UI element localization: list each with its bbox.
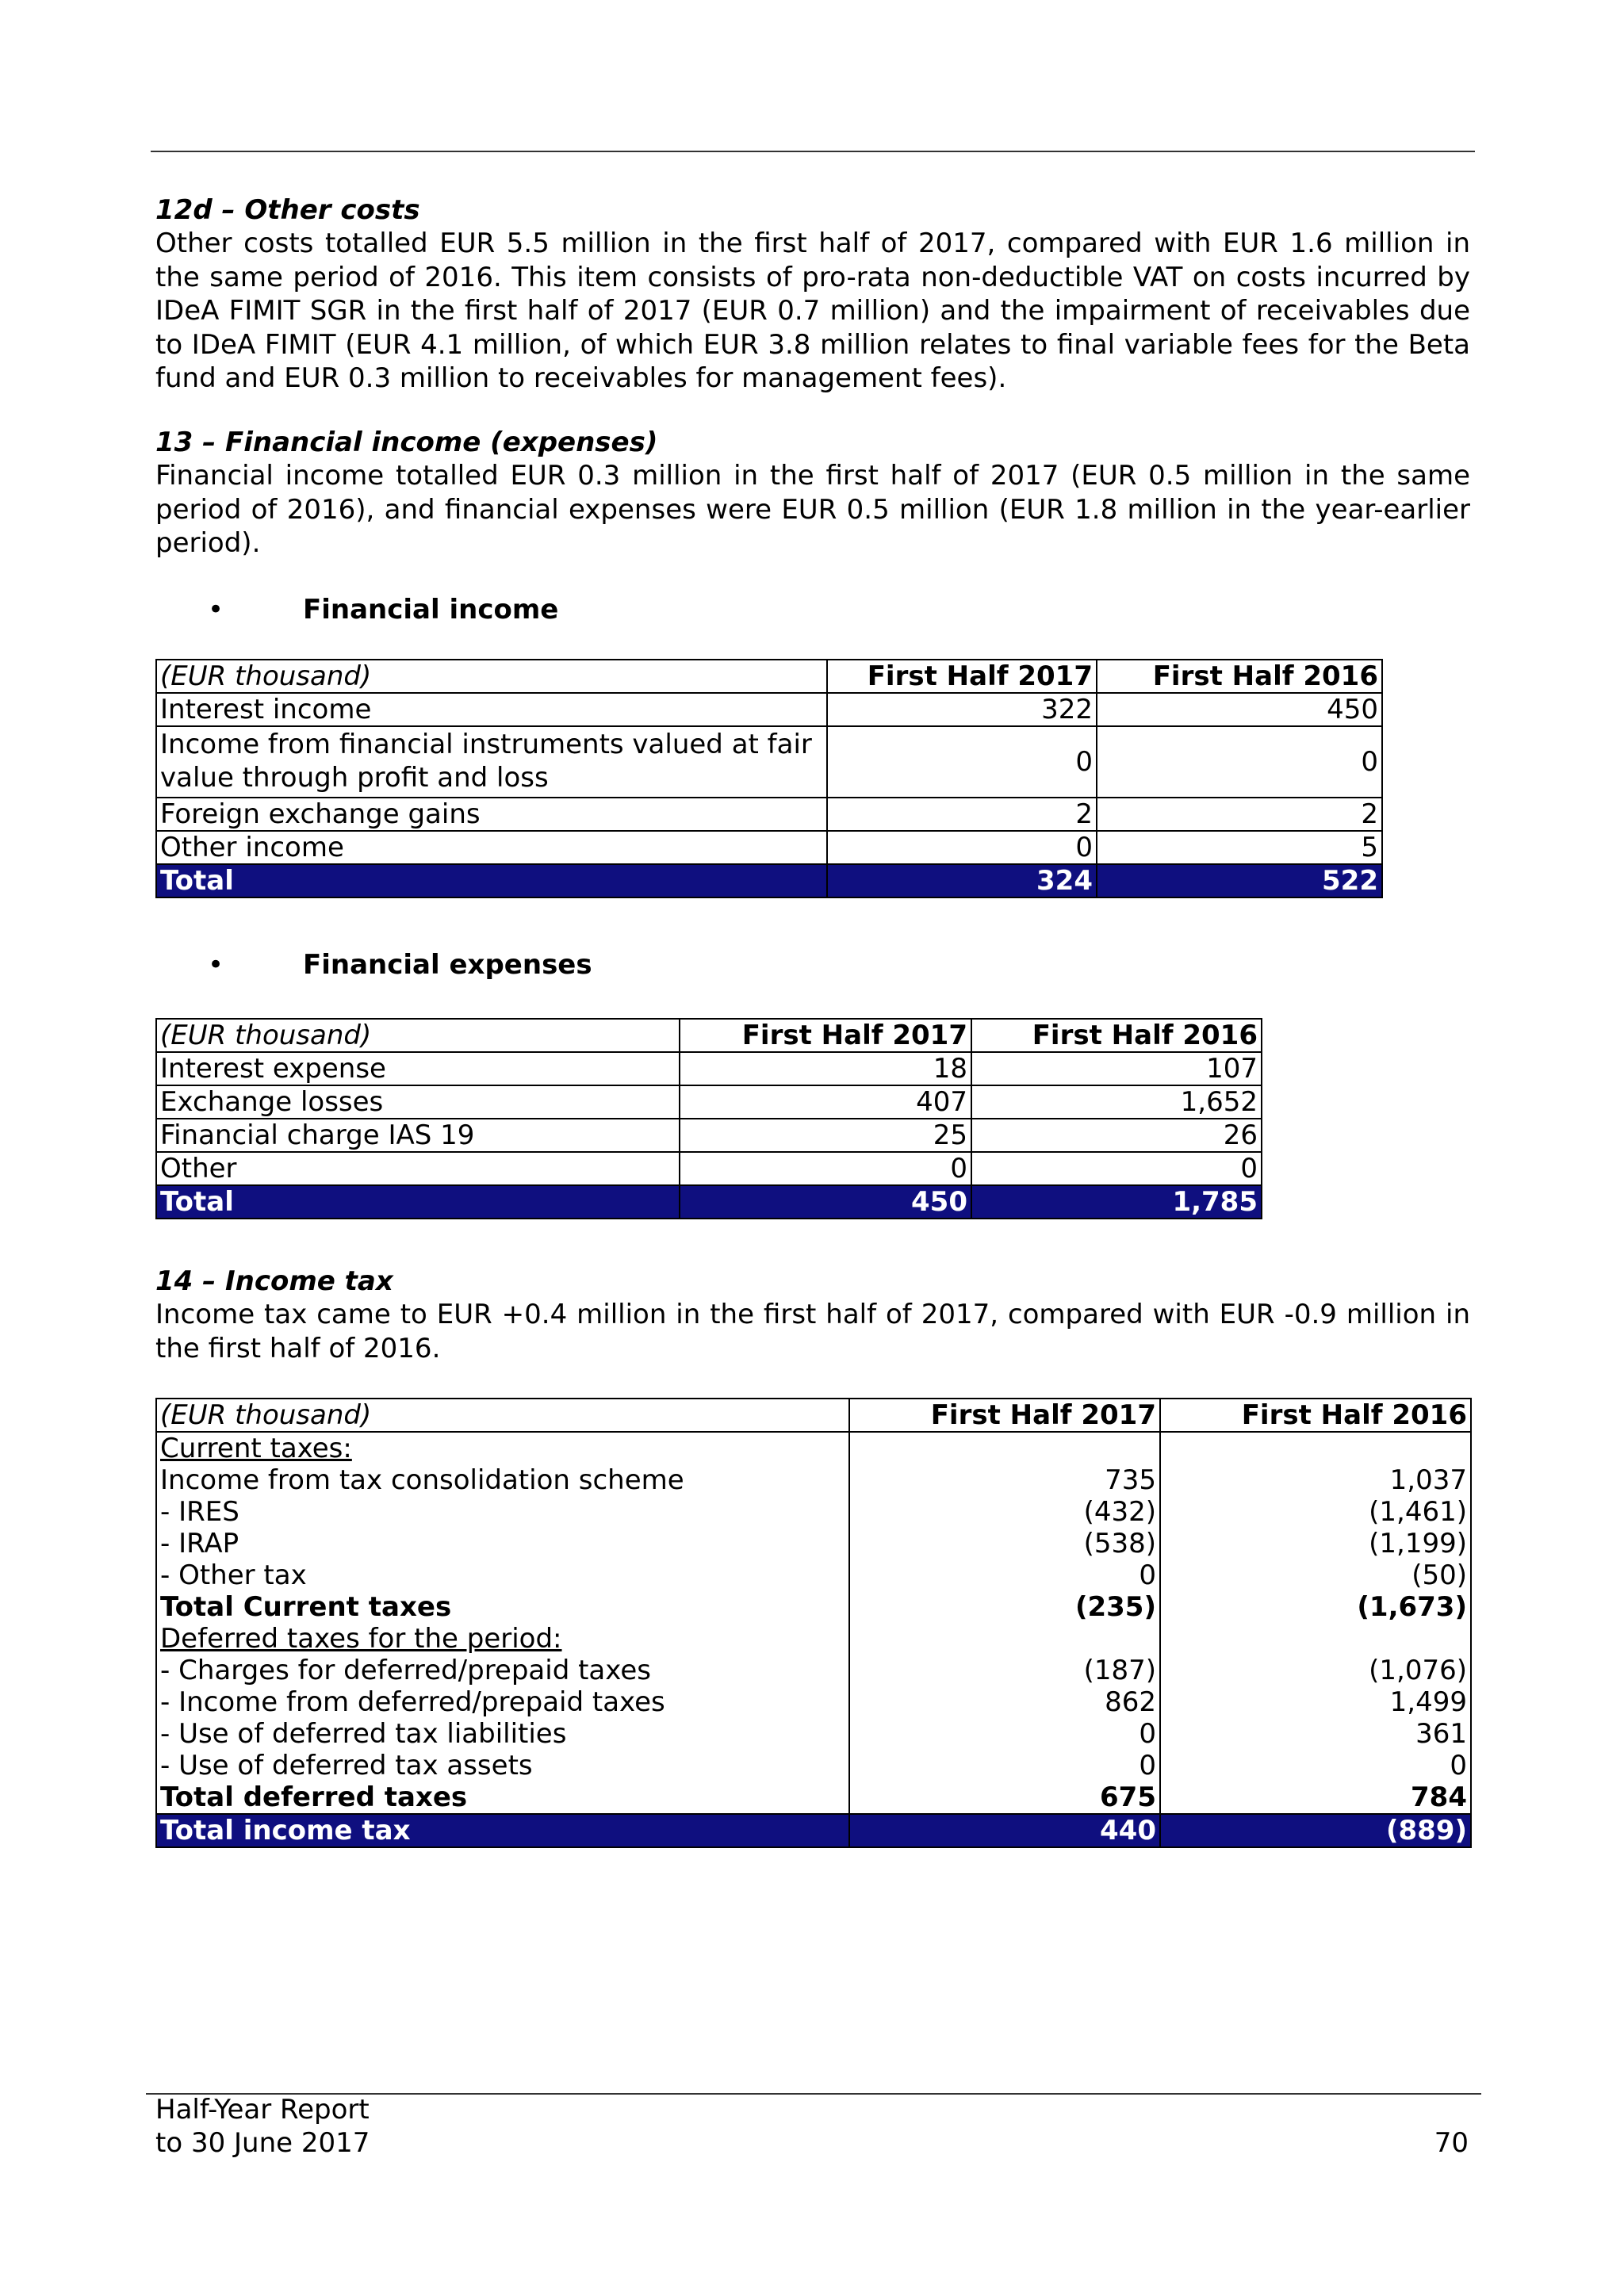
- row-label: - Use of deferred tax assets: [156, 1750, 849, 1781]
- value-2017: 862: [849, 1686, 1160, 1718]
- table-row: [156, 1432, 1471, 1464]
- total-row: [156, 1185, 1262, 1219]
- table-row: [156, 1152, 1262, 1185]
- total-2016: 1,785: [971, 1185, 1262, 1219]
- column-header-unit: (EUR thousand): [156, 660, 827, 693]
- row-label: - Income from deferred/prepaid taxes: [156, 1686, 849, 1718]
- total-2017: 440: [849, 1814, 1160, 1847]
- total-row: [156, 1814, 1471, 1847]
- value-2017: 18: [680, 1052, 971, 1085]
- section-12d-heading: 12d – Other costs: [155, 194, 420, 226]
- column-header-2017: First Half 2017: [849, 1399, 1160, 1432]
- value-2017: 0: [680, 1152, 971, 1185]
- column-header-2017: First Half 2017: [680, 1019, 971, 1052]
- section-14-heading: 14 – Income tax: [155, 1265, 393, 1297]
- value-2016: 1,037: [1160, 1464, 1471, 1496]
- value-2016: 784: [1160, 1781, 1471, 1814]
- table-row: [156, 1464, 1471, 1496]
- financial-expenses-title: Financial expenses: [303, 949, 592, 981]
- column-header-2016: First Half 2016: [1160, 1399, 1471, 1432]
- current-taxes-subheading: Current taxes:: [160, 1433, 352, 1464]
- value-2016: 1,499: [1160, 1686, 1471, 1718]
- value-2017: [849, 1432, 1160, 1464]
- value-2017: (235): [849, 1591, 1160, 1623]
- value-2016: [1160, 1432, 1471, 1464]
- table-row: [156, 1052, 1262, 1085]
- column-header-unit: (EUR thousand): [156, 1399, 849, 1432]
- bullet-icon: •: [208, 949, 224, 981]
- table-row: [156, 1718, 1471, 1750]
- value-2016: 0: [1097, 726, 1382, 798]
- total-2017: 324: [827, 864, 1097, 897]
- value-2016: 361: [1160, 1718, 1471, 1750]
- table-row: [156, 798, 1382, 831]
- value-2016: (1,076): [1160, 1655, 1471, 1686]
- total-2017: 450: [680, 1185, 971, 1219]
- section-12d-text: Other costs totalled EUR 5.5 million in the first half of 2017, compared with EUR 1.6 million in the same period of 2016. This item consists of pro-rata non-deductible VAT on costs incurred by IDeA FIMIT SGR in the first half of 2017 (EUR 0.7 million) and the impairment of receivables due to IDeA FIMIT (EUR 4.1 million, of which EUR 3.8 million relates to final variable fees for the Beta fund and EUR 0.3 million to receivables for management fees).: [155, 228, 1470, 394]
- value-2017: (187): [849, 1655, 1160, 1686]
- value-2016: 1,652: [971, 1085, 1262, 1119]
- row-label: Financial charge IAS 19: [156, 1119, 680, 1152]
- value-2017: 25: [680, 1119, 971, 1152]
- value-2017: (432): [849, 1496, 1160, 1528]
- value-2017: (538): [849, 1528, 1160, 1559]
- section-12d: [155, 193, 1470, 396]
- value-2016: 450: [1097, 693, 1382, 726]
- table-row: [156, 1655, 1471, 1686]
- section-13: [155, 426, 1470, 561]
- column-header-unit: (EUR thousand): [156, 1019, 680, 1052]
- row-label: Other income: [156, 831, 827, 864]
- table-row: [156, 726, 1382, 798]
- income-tax-table: [155, 1398, 1472, 1848]
- value-2016: (1,199): [1160, 1528, 1471, 1559]
- row-label: - IRES: [156, 1496, 849, 1528]
- total-2016: (889): [1160, 1814, 1471, 1847]
- table-row: [156, 1559, 1471, 1591]
- value-2016: 0: [971, 1152, 1262, 1185]
- row-label: [156, 1623, 849, 1655]
- row-label: Exchange losses: [156, 1085, 680, 1119]
- table-header-row: [156, 660, 1382, 693]
- bullet-icon: •: [208, 594, 224, 626]
- section-13-heading: 13 – Financial income (expenses): [155, 427, 658, 458]
- deferred-taxes-subheading: Deferred taxes for the period:: [160, 1623, 562, 1655]
- row-label: Total Current taxes: [156, 1591, 849, 1623]
- row-label: Other: [156, 1152, 680, 1185]
- value-2017: [849, 1623, 1160, 1655]
- header-rule: [151, 151, 1475, 152]
- column-header-2017: First Half 2017: [827, 660, 1097, 693]
- value-2016: (1,673): [1160, 1591, 1471, 1623]
- table-row: [156, 1496, 1471, 1528]
- table-row: [156, 831, 1382, 864]
- row-label: - IRAP: [156, 1528, 849, 1559]
- subtotal-row: [156, 1591, 1471, 1623]
- value-2017: 0: [849, 1559, 1160, 1591]
- section-14: [155, 1265, 1470, 1365]
- subtotal-row: [156, 1781, 1471, 1814]
- value-2016: [1160, 1623, 1471, 1655]
- value-2016: 26: [971, 1119, 1262, 1152]
- row-label: [156, 1432, 849, 1464]
- row-label: Interest income: [156, 693, 827, 726]
- value-2017: 322: [827, 693, 1097, 726]
- total-label: Total: [156, 864, 827, 897]
- column-header-2016: First Half 2016: [1097, 660, 1382, 693]
- row-label: Income from financial instruments valued at fair value through profit and loss: [156, 726, 827, 798]
- value-2017: 735: [849, 1464, 1160, 1496]
- value-2016: 5: [1097, 831, 1382, 864]
- value-2016: 2: [1097, 798, 1382, 831]
- value-2017: 0: [849, 1750, 1160, 1781]
- value-2016: (50): [1160, 1559, 1471, 1591]
- table-row: [156, 1528, 1471, 1559]
- table-row: [156, 1623, 1471, 1655]
- section-13-text: Financial income totalled EUR 0.3 million in the first half of 2017 (EUR 0.5 million in the same period of 2016), and financial expenses were EUR 0.5 million (EUR 1.8 million in the year-earlier period).: [155, 460, 1470, 559]
- value-2016: (1,461): [1160, 1496, 1471, 1528]
- row-label: Interest expense: [156, 1052, 680, 1085]
- row-label: - Charges for deferred/prepaid taxes: [156, 1655, 849, 1686]
- row-label: Foreign exchange gains: [156, 798, 827, 831]
- financial-expenses-table: [155, 1018, 1262, 1219]
- value-2017: 2: [827, 798, 1097, 831]
- table-row: [156, 1686, 1471, 1718]
- row-label: Total deferred taxes: [156, 1781, 849, 1814]
- value-2017: 0: [827, 726, 1097, 798]
- value-2016: 107: [971, 1052, 1262, 1085]
- column-header-2016: First Half 2016: [971, 1019, 1262, 1052]
- table-header-row: [156, 1019, 1262, 1052]
- row-label: - Use of deferred tax liabilities: [156, 1718, 849, 1750]
- footer-title: Half-Year Report: [155, 2094, 370, 2126]
- table-row: [156, 1119, 1262, 1152]
- section-14-text: Income tax came to EUR +0.4 million in the first half of 2017, compared with EUR -0.9 million in the first half of 2016.: [155, 1299, 1470, 1364]
- footer-subtitle: to 30 June 2017: [155, 2127, 370, 2159]
- value-2017: 407: [680, 1085, 971, 1119]
- row-label: Income from tax consolidation scheme: [156, 1464, 849, 1496]
- total-2016: 522: [1097, 864, 1382, 897]
- table-header-row: [156, 1399, 1471, 1432]
- total-row: [156, 864, 1382, 897]
- total-label: Total: [156, 1185, 680, 1219]
- row-label: - Other tax: [156, 1559, 849, 1591]
- total-label: Total income tax: [156, 1814, 849, 1847]
- table-row: [156, 1085, 1262, 1119]
- page-number: 70: [1434, 2127, 1469, 2159]
- table-row: [156, 1750, 1471, 1781]
- financial-income-table: [155, 659, 1383, 898]
- table-row: [156, 693, 1382, 726]
- value-2016: 0: [1160, 1750, 1471, 1781]
- value-2017: 0: [827, 831, 1097, 864]
- value-2017: 0: [849, 1718, 1160, 1750]
- value-2017: 675: [849, 1781, 1160, 1814]
- financial-income-title: Financial income: [303, 594, 559, 626]
